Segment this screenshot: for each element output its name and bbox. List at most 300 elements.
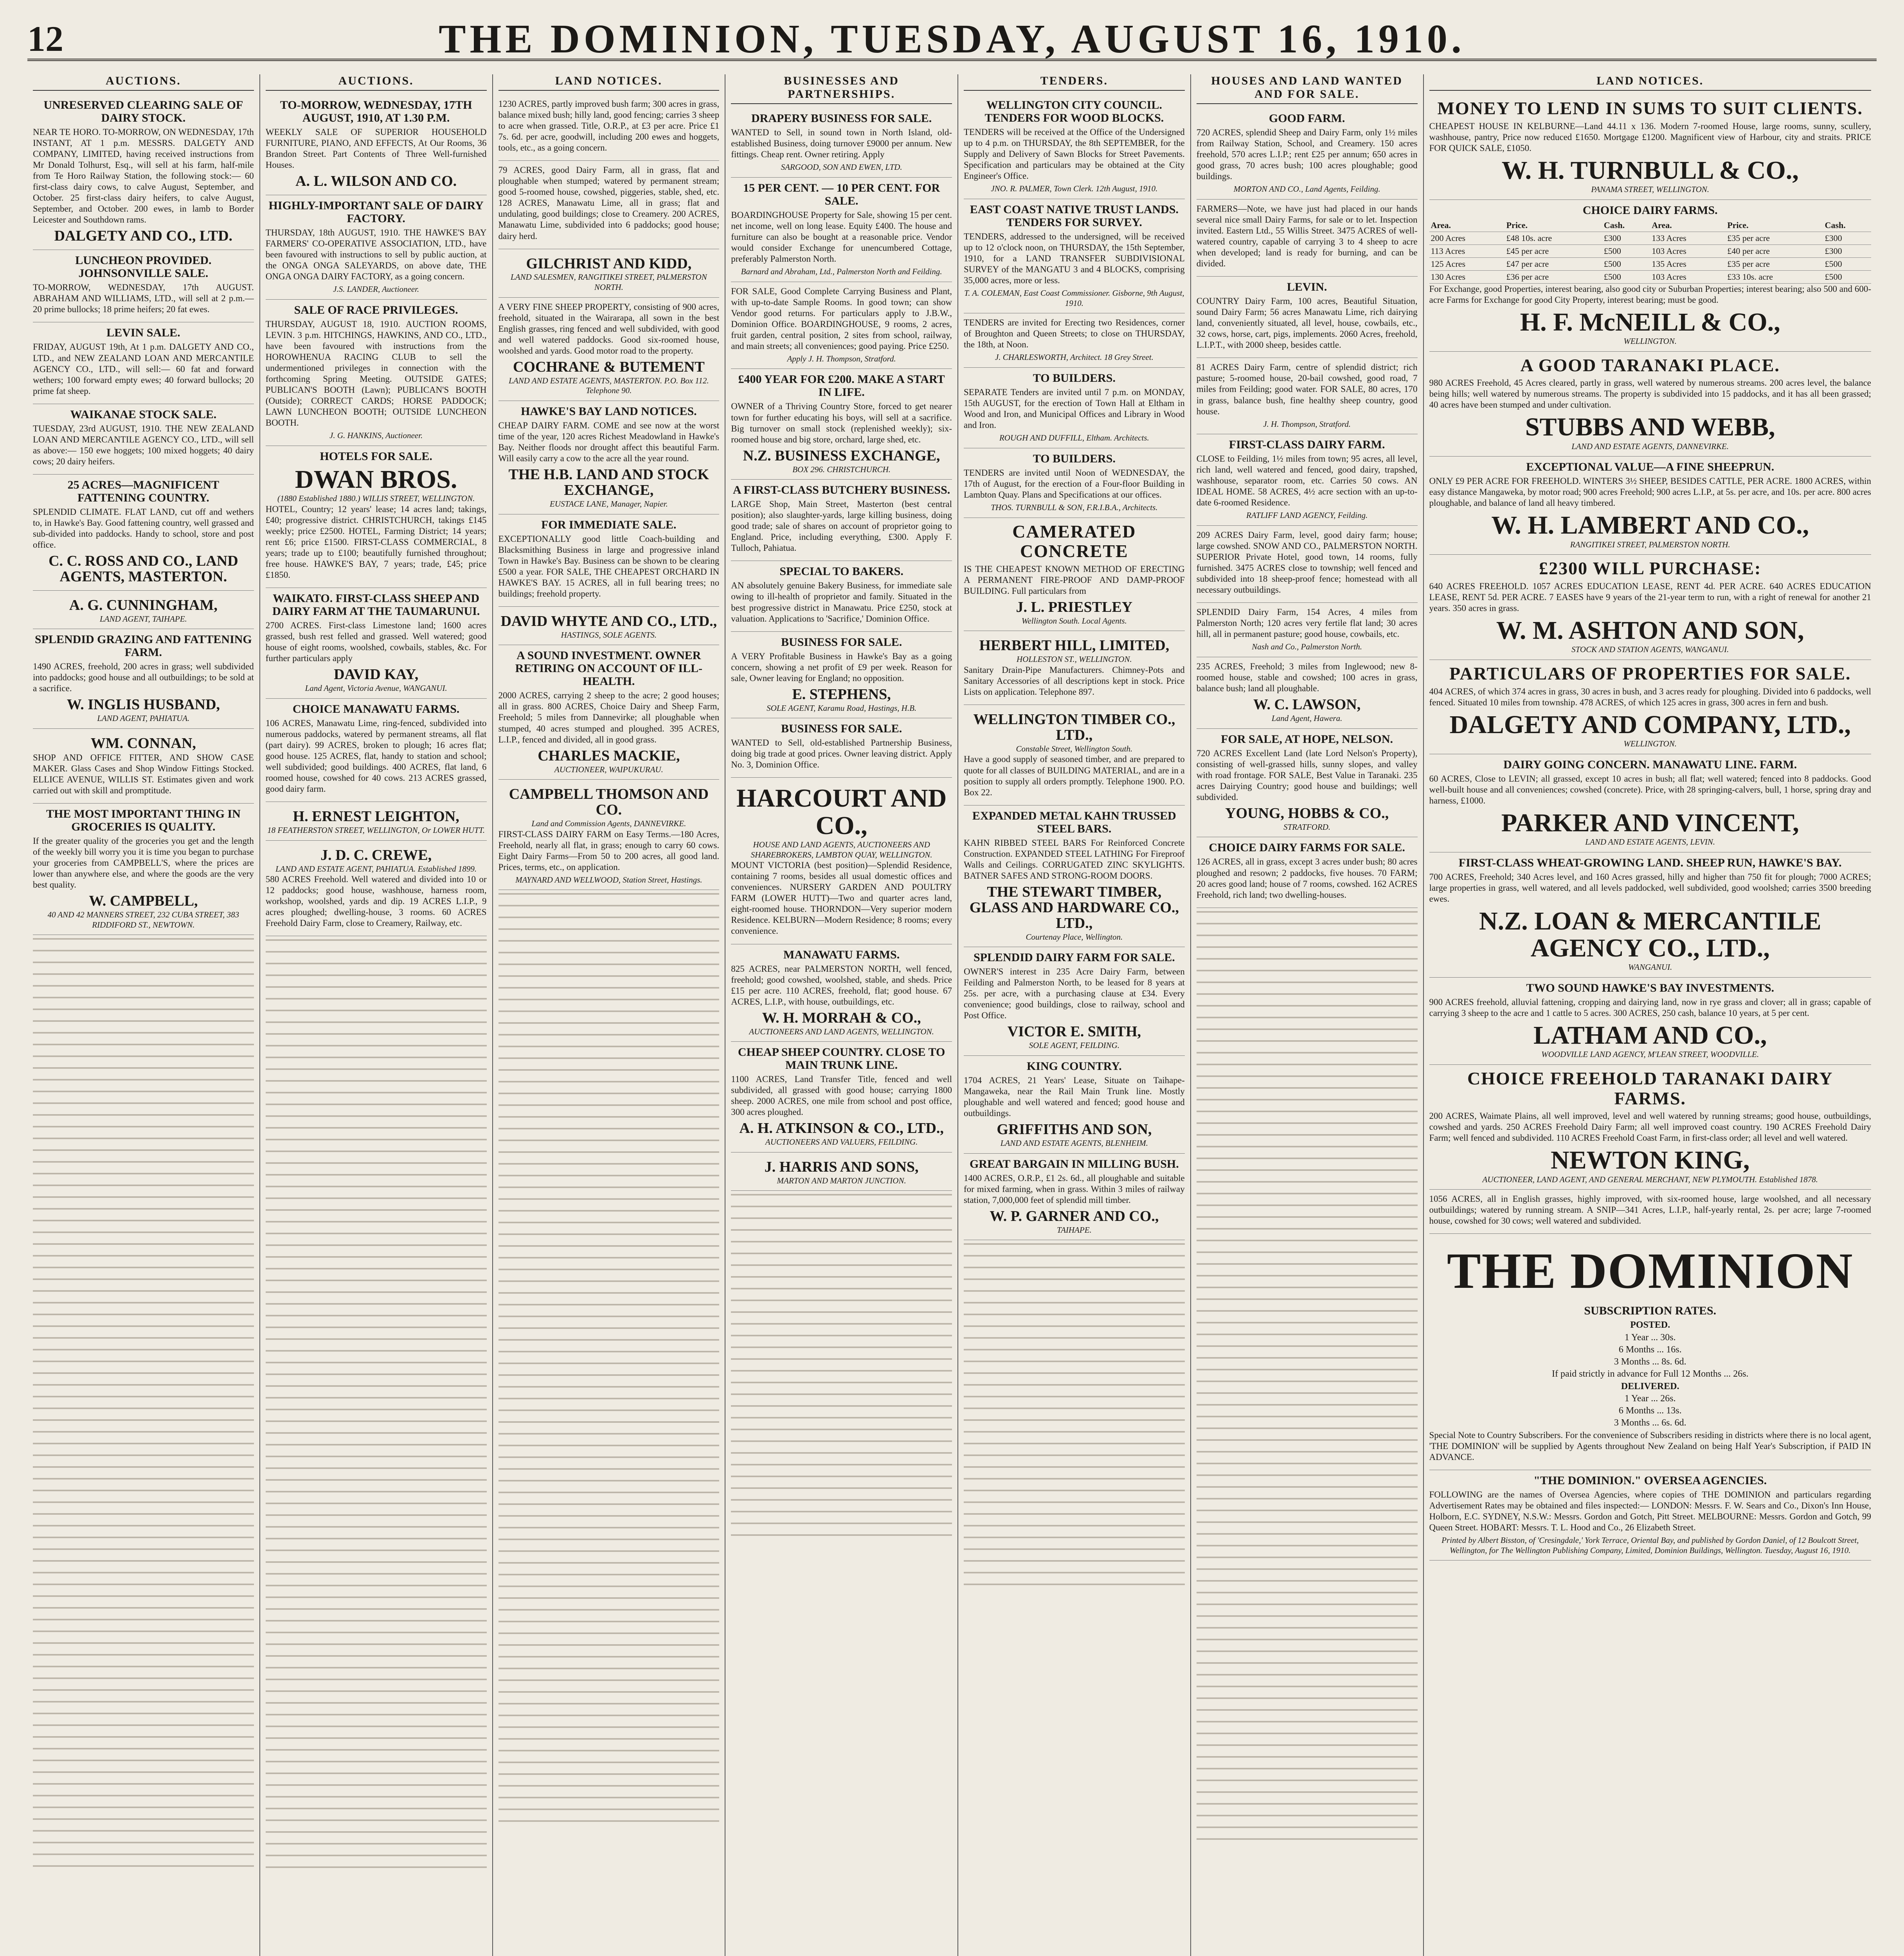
ad-body: TENDERS, addressed to the undersigned, will be received up to 12 o'clock noon, on THURSDAY, the 15th September, 1910, for a LAND TRANSFER SUBDIVISIONAL SURVEY of the MANGATU 3 and 4 BLOCKS, comprising 35,000 acres, more or less.	[964, 231, 1185, 286]
ad-title: CHEAP SHEEP COUNTRY. CLOSE TO MAIN TRUNK LINE.	[738, 1046, 945, 1072]
ad-cunningham	[33, 591, 254, 629]
ad-firm: CAMPBELL THOMSON AND CO.	[509, 786, 709, 818]
column-heading: AUCTIONS.	[33, 74, 254, 91]
ad-king-country	[964, 1056, 1185, 1154]
ad-firm: THE H.B. LAND AND STOCK EXCHANGE,	[508, 466, 709, 499]
ad-title: A FIRST-CLASS BUTCHERY BUSINESS.	[733, 484, 950, 497]
ad-firm: VICTOR E. SMITH,	[1007, 1023, 1141, 1040]
dense-text-block	[964, 1240, 1185, 1592]
ad-butchery	[731, 480, 952, 561]
ad-subline: Barnard and Abraham, Ltd., Palmerston North and Feilding.	[741, 266, 942, 276]
ad-subline: TAIHAPE.	[1056, 1225, 1092, 1235]
ad-latham	[1429, 978, 1872, 1065]
ad-title: TWO SOUND HAWKE'S BAY INVESTMENTS.	[1526, 981, 1774, 994]
ad-mcneill	[1429, 200, 1872, 352]
dense-text-block	[266, 936, 487, 1875]
table-row	[1429, 270, 1872, 283]
ad-subline: HOUSE AND LAND AGENTS, AUCTIONEERS AND SHAREBROKERS, LAMBTON QUAY, WELLINGTON.	[750, 840, 932, 859]
table-cell: £500	[1823, 270, 1871, 283]
ad-title: WELLINGTON CITY COUNCIL. TENDERS FOR WOOD BLOCKS.	[984, 99, 1164, 124]
ad-title: HIGHLY-IMPORTANT SALE OF DAIRY FACTORY.	[268, 199, 484, 225]
ad-body: TENDERS will be received at the Office of the Undersigned up to 4 p.m. on THURSDAY, the 8th SEPTEMBER, for the Supply and Delivery of Sawn Blocks for Street Pavements. Specification and particulars may be obtained at the City Engineer's Office.	[964, 127, 1185, 181]
ad-subline: AUCTIONEERS AND VALUERS, FEILDING.	[765, 1137, 918, 1147]
ad-hawkes-bay	[498, 401, 720, 514]
ad-good-farm	[1197, 108, 1418, 200]
ad-body: WANTED to Sell, old-established Partnership Business, doing big trade at good prices. Owner leaving district. Apply No. 3, Dominion Office.	[731, 738, 952, 770]
dense-text-block	[33, 935, 254, 1874]
ad-body: FOR SALE, Good Complete Carrying Business and Plant, with up-to-date Sample Rooms. In good town; can show Vendor good returns. For particulars apply to J.B.W., Dominion Office. BOARDINGHOUSE, 9 rooms, 2 acres, fruit garden, central position, 2 sites from school, railway, and main streets; all conveniences; good paying. Price £250.	[731, 286, 952, 351]
ad-title: CHOICE DAIRY FARMS.	[1582, 203, 1718, 217]
ad-palmerston-dairy	[1197, 603, 1418, 657]
ad-body: 1490 ACRES, freehold, 200 acres in grass; well subdivided into paddocks; good house and all outbuildings; to be sold at a sacrifice.	[33, 662, 254, 694]
dense-text-block	[498, 890, 720, 1829]
ad-subline: RANGITIKEI STREET, PALMERSTON NORTH.	[1570, 539, 1730, 549]
ad-subline: J. H. Thompson, Stratford.	[1263, 419, 1351, 429]
ad-subline: Land Agent, Hawera.	[1271, 714, 1343, 723]
ad-subline: BOX 296. CHRISTCHURCH.	[792, 464, 891, 474]
table-header-cell: Area.	[1650, 219, 1726, 232]
ad-parker-vincent	[1429, 754, 1872, 852]
ad-firm: HERBERT HILL, LIMITED,	[979, 637, 1170, 654]
column-land-notices-wide	[1424, 74, 1877, 1956]
ad-english-grasses	[1429, 1190, 1872, 1234]
table-cell: 135 Acres	[1650, 257, 1726, 270]
ad-title: £2300 WILL PURCHASE:	[1539, 558, 1762, 579]
ad-body: 79 ACRES, good Dairy Farm, all in grass, flat and ploughable when stumped; watered by permanent stream; good 5-roomed house, cowshed, piggeries, stable, shed, etc. 128 ACRES, Manawatu Lime, all in grass; flat and undulating, good buildings; close to Creamery. 200 ACRES, Manawatu Lime, subdivided into 6 paddocks; good house; dairy herd.	[498, 165, 720, 241]
ad-title: HOTELS FOR SALE.	[320, 450, 432, 463]
ad-campbell-thomson	[498, 780, 720, 890]
ad-body: WANTED to Sell, in sound town in North Island, old-established Business, doing turnover £9000 per annum. New fittings. Cheap rent. Owner retiring. Apply	[731, 128, 952, 160]
column-land-notices	[493, 74, 726, 1956]
ad-body: CHEAPEST HOUSE IN KELBURNE—Land 44.11 x 136. Modern 7-roomed House, large rooms, sunny, scullery, washhouse, pantry, Price now reduced £1650. Mortgage £1200. Magnificent view of Harbour, city and straits. PRICE FOR QUICK SALE, £1050.	[1429, 121, 1871, 153]
ad-firm: W. C. LAWSON,	[1253, 696, 1361, 713]
ad-firm: DALGETY AND COMPANY, LTD.,	[1449, 710, 1851, 739]
ad-body: SHOP AND OFFICE FITTER, AND SHOW CASE MAKER. Glass Cases and Shop Window Fittings Stocked. ELLICE AVENUE, WILLIS ST. Estimates given and work carried out with skill and promptitude.	[33, 752, 254, 796]
ad-title: EXPANDED METAL KAHN TRUSSED STEEL BARS.	[972, 809, 1176, 835]
ad-farmers-note	[1197, 200, 1418, 277]
ad-title: FIRST-CLASS WHEAT-GROWING LAND. SHEEP RUN, HAWKE'S BAY.	[1458, 856, 1842, 869]
ad-firm: A. H. ATKINSON & CO., LTD.,	[739, 1120, 944, 1137]
ad-title: SPLENDID GRAZING AND FATTENING FARM.	[34, 633, 252, 659]
ad-body: FARMERS—Note, we have just had placed in our hands several nice small Dairy Farms, for sale or to let. Inspection invited. Eastern Ltd., 55 Willis Street. 3475 ACRES of well-watered country, capable of carrying 3 to 4 sheep to acre when developed; land is ready for burning, and can be divided.	[1196, 203, 1418, 269]
ad-subline: LAND SALESMEN, RANGITIKEI STREET, PALMERSTON NORTH.	[511, 272, 707, 292]
page-number: 12	[27, 19, 63, 59]
table-header-cell: Cash.	[1602, 219, 1650, 232]
ad-title: LUNCHEON PROVIDED. JOHNSONVILLE SALE.	[75, 254, 212, 280]
table-cell: £48 10s. acre	[1505, 232, 1602, 244]
ad-body: THURSDAY, 18th AUGUST, 1910. THE HAWKE'S BAY FARMERS' CO-OPERATIVE ASSOCIATION, LTD., have been favoured with instructions to sell by public auction, at the ONGA ONGA SALEYARDS, on above date, THE ONGA ONGA DAIRY FACTORY, as a going concern.	[265, 228, 487, 282]
delivered-heading: DELIVERED.	[1621, 1381, 1679, 1391]
ad-body: THURSDAY, AUGUST 18, 1910. AUCTION ROOMS, LEVIN. 3 p.m. HITCHINGS, HAWKINS, AND CO., LTD., have been favoured with instructions from the HOROWHENUA RACING CLUB to sell the undermentioned privileges in connection with the forthcoming Spring Meeting. OUTSIDE GATES; PUBLICAN'S BOOTH (Lawn); PUBLICAN'S BOOTH (Outside); CORRECT CARDS; HORSE PADDOCK; LAWN LUNCHEON BOOTH; OUTSIDE LUNCHEON BOOTH.	[265, 319, 487, 428]
ad-subline: LAND AGENT, TAIHAPE.	[99, 614, 187, 624]
ad-body: 580 ACRES Freehold. Well watered and divided into 10 or 12 paddocks; good house, washhouse, harness room, workshop, woolshed, yards and dip. 19 ACRES L.I.P., 9 acres ploughed; dwelling-house, 3 rooms. 60 ACRES Freehold Dairy Farm, close to Creamery, Railway, etc.	[265, 874, 487, 928]
printer-imprint: Printed by Albert Bisston, of 'Cresingdale,' York Terrace, Oriental Bay, and published by Gordon Daniel, of 12 Boulcott Street, Wellington, for The Wellington Publishing Company, Limited, Dominion Buildings, Wellington. Tuesday, August 16, 1910.	[1441, 1535, 1859, 1555]
ad-firm: A. G. CUNNINGHAM,	[69, 597, 218, 613]
ad-subline: LAND AND ESTATE AGENTS, BLENHEIM.	[1000, 1138, 1148, 1148]
column-heading: TENDERS.	[964, 74, 1185, 91]
ad-body: MOUNT VICTORIA (best position)—Splendid Residence, containing 7 rooms, besides all usual domestic offices and conveniences. NURSERY GARDEN AND POULTRY FARM (LOWER HUTT)—Two and quarter acres land, eight-roomed house. THORNDON—Very superior modern Residence. KELBURN—Modern Residence; 8 rooms; every convenience.	[731, 860, 952, 936]
ad-first-class-dairy	[1197, 434, 1418, 526]
table-cell: £500	[1602, 270, 1650, 283]
ad-body: NEAR TE HORO. TO-MORROW, ON WEDNESDAY, 17th INSTANT, AT 1 p.m. MESSRS. DALGETY AND COMPANY, LIMITED, having received instructions from Mr Donald Tolhurst, Esq., will sell at his farm, half-mile from Te Horo Railway Station, the following stock:— 60 first-class dairy cows, to calve August, September, and October. 25 first-class dairy heifers, to calve August, September, and October. 200 ewes, in lamb to Border Leicester and Southdown rams.	[33, 127, 254, 225]
ad-body: FRIDAY, AUGUST 19th, At 1 p.m. DALGETY AND CO., LTD., and NEW ZEALAND LOAN AND MERCANTILE AGENCY CO., LTD., will sell:— 60 fat and forward wethers; 100 forward empty ewes; 40 forward bullocks; 20 prime fat sheep.	[33, 342, 254, 396]
column-heading: LAND NOTICES.	[498, 74, 720, 91]
dairy-farms-table	[1429, 219, 1872, 284]
ad-harris	[731, 1152, 952, 1191]
ad-subline: AUCTIONEER, WAIPUKURAU.	[554, 764, 663, 774]
ad-taranaki-place	[1429, 352, 1872, 457]
ad-cheap-sheep-country	[731, 1042, 952, 1152]
ad-subline: LAND AND ESTATE AGENTS, MASTERTON. P.O. Box 112. Telephone 90.	[509, 376, 709, 396]
ad-title: HAWKE'S BAY LAND NOTICES.	[521, 405, 697, 418]
table-header-cell: Area.	[1429, 219, 1505, 232]
ad-firm: NEWTON KING,	[1550, 1146, 1750, 1175]
ad-body: HOTEL, Country; 12 years' lease; 14 acres land; takings, £40; progressive district. CHRISTCHURCH, takings £145 weekly; price £2500. HOTEL, Farming District; 14 years; rent £6; price £1500. FIRST-CLASS COMMERCIAL, 8 years; trade up to £100; beautifully furnished throughout; free house. HAWKE'S BAY, 7 years; trade, £45; price £1850.	[265, 504, 487, 580]
ad-sheep-property	[498, 298, 720, 401]
ad-subline: ROUGH AND DUFFILL, Eltham. Architects.	[999, 433, 1149, 443]
ad-title: PARTICULARS OF PROPERTIES FOR SALE.	[1449, 663, 1851, 683]
ad-body: TUESDAY, 23rd AUGUST, 1910. THE NEW ZEALAND LOAN AND MERCANTILE AGENCY CO., LTD., will sell as above:— 150 ewe hoggets; 100 mixed hoggets; 40 dairy cows; 20 dairy heifers.	[33, 423, 254, 466]
ad-firm: CHARLES MACKIE,	[538, 747, 680, 764]
ad-subline: 18 FEATHERSTON STREET, WELLINGTON, Or LOWER HUTT.	[267, 825, 485, 835]
ad-concrete	[964, 518, 1185, 631]
ad-campbell-groceries	[33, 804, 254, 935]
ad-subline: STOCK AND STATION AGENTS, WANGANUI.	[1571, 645, 1729, 654]
delivered-rates	[1429, 1381, 1872, 1429]
column-businesses	[725, 74, 958, 1956]
ad-subline: JNO. R. PALMER, Town Clerk. 12th August, 1910.	[991, 184, 1158, 194]
ad-title: FOR IMMEDIATE SALE.	[541, 518, 677, 531]
ad-title: DRAPERY BUSINESS FOR SALE.	[751, 112, 932, 125]
ad-bakers	[731, 561, 952, 631]
ad-body: TENDERS are invited for Erecting two Residences, corner of Broughton and Queen Streets; to close on THURSDAY, the 18th, at Noon.	[964, 318, 1185, 350]
ad-body: 2700 ACRES. First-class Limestone land; 1600 acres grassed, bush rest felled and grassed. Well watered; good house of eight rooms, woolshed, cowbails, stables, &c. For further particulars apply	[265, 620, 487, 663]
ad-firm: H. ERNEST LEIGHTON,	[293, 808, 459, 825]
table-header-cell: Price.	[1505, 219, 1602, 232]
ad-firm: PARKER AND VINCENT,	[1501, 808, 1799, 837]
ad-title: CHOICE DAIRY FARMS FOR SALE.	[1209, 841, 1405, 854]
ad-firm: YOUNG, HOBBS & CO.,	[1225, 805, 1389, 822]
table-cell: 130 Acres	[1429, 270, 1505, 283]
ad-firm: H. F. McNEILL & CO.,	[1520, 307, 1780, 336]
rate-line: 3 Months ... 6s. 6d.	[1614, 1418, 1686, 1428]
ad-body: 126 ACRES, all in grass, except 3 acres under bush; 80 acres ploughed and resown; 2 paddocks, five houses. 70 FARM; 20 acres good land; house of 7 rooms, cowshed. 162 ACRES Freehold, rich land; two dwelling-houses.	[1196, 857, 1418, 900]
ad-body: A VERY Profitable Business in Hawke's Bay as a going concern, showing a net profit of £9 per week. Reason for sale, Owner leaving for England; no opposition.	[731, 651, 952, 683]
rate-line: 1 Year ... 30s.	[1624, 1332, 1676, 1343]
ad-body: OWNER'S interest in 235 Acre Dairy Farm, between Feilding and Palmerston North, to be leased for 8 years at 25s. per acre, with a purchasing clause at £34. Every convenience; good buildings, close to railway, school and Post Office.	[964, 967, 1185, 1021]
ad-title: BUSINESS FOR SALE.	[781, 635, 902, 649]
subscription-note: Special Note to Country Subscribers. For the convenience of Subscribers residing in districts where there is no local agent, 'THE DOMINION' will be supplied by Agents throughout New Zealand on being Half Year's Subscription, if PAID IN ADVANCE.	[1429, 1430, 1871, 1462]
ad-title: SPLENDID DAIRY FARM FOR SALE.	[973, 951, 1175, 964]
ad-title: TO BUILDERS.	[1033, 452, 1116, 465]
table-cell: £35 per acre	[1726, 257, 1823, 270]
ad-body: FIRST-CLASS DAIRY FARM on Easy Terms.—180 Acres, Freehold, nearly all flat, in grass; enough to carry 60 cows. Eight Dairy Farms—From 50 to 200 acres, all good land. Prices, terms, etc., on application.	[498, 829, 720, 872]
ad-leighton	[266, 802, 487, 841]
ad-subline: LAND AND ESTATE AGENTS, LEVIN.	[1585, 837, 1715, 847]
column-auctions-1	[27, 74, 260, 1956]
ad-body: SPLENDID Dairy Farm, 154 Acres, 4 miles from Palmerston North; 120 acres very fertile flat land; 30 acres hill, all in permanent pasture; good house, cowbails, etc.	[1196, 607, 1418, 639]
ad-body: 200 ACRES, Waimate Plains, all well improved, level and well watered by running streams; good house, outbuildings, cowshed and yards. 250 ACRES Freehold Dairy Farm; all well improved coast country. 190 ACRES Freehold Dairy Farm; well fenced and subdivided. 110 ACRES Freehold Coast Farm, in first-class order; all level and well watered.	[1429, 1111, 1871, 1143]
table-header-cell: Price.	[1726, 219, 1823, 232]
ad-title: WAIKANAE STOCK SALE.	[70, 408, 217, 421]
ad-body: BOARDINGHOUSE Property for Sale, showing 15 per cent. net income, well on long lease. Equity £400. The house and furniture can also be bought at a reasonable price. Vendor would consider Exchange for unencumbered Cottage, preferably Palmerston North.	[731, 210, 952, 264]
table-cell: £500	[1602, 244, 1650, 257]
ad-body: 81 ACRES Dairy Farm, centre of splendid district; rich pasture; 5-roomed house, 20-bail cowshed, good road, 7 miles from Feilding; good water. FOR SALE, 80 acres, 170 in grass, balance bush, fine healthy sheep country, good house.	[1196, 362, 1418, 416]
ad-firm: THE STEWART TIMBER, GLASS AND HARDWARE CO., LTD.,	[969, 883, 1179, 931]
ad-firm: GRIFFITHS AND SON,	[997, 1121, 1152, 1138]
ad-sound-investment	[498, 645, 720, 780]
ad-body: TO-MORROW, WEDNESDAY, 17th AUGUST. ABRAHAM AND WILLIAMS, LTD., will sell at 2 p.m.— 20 prime bullocks; 18 prime heifers; 20 fat ewes.	[33, 282, 254, 315]
dominion-logo-title: THE DOMINION	[1447, 1243, 1854, 1300]
ad-firm: N.Z. LOAN & MERCANTILE AGENCY CO., LTD.,	[1479, 906, 1821, 963]
ad-subline: J. G. HANKINS, Auctioneer.	[329, 431, 423, 440]
ad-title: MONEY TO LEND IN SUMS TO SUIT CLIENTS.	[1437, 98, 1863, 118]
column-houses-land	[1191, 74, 1424, 1956]
ad-title: 25 ACRES—MAGNIFICENT FATTENING COUNTRY.	[67, 478, 220, 504]
ad-dairy-farms	[498, 161, 720, 249]
ad-whyte	[498, 607, 720, 645]
ad-body: For Exchange, good Properties, interest bearing, also good city or Suburban Properties; interest bearing; also 500 and 600-acre Farms for Exchange for good City Property, interest bearing; must be good.	[1429, 284, 1871, 305]
table-cell: £500	[1823, 257, 1871, 270]
ad-firm: W. H. TURNBULL & CO.,	[1501, 156, 1799, 185]
ad-title: SUBSCRIPTION RATES.	[1584, 1304, 1717, 1318]
dense-text-block	[1197, 908, 1418, 1847]
rate-line: 3 Months ... 8s. 6d.	[1614, 1357, 1686, 1367]
ad-firm: DAVID KAY,	[334, 666, 419, 683]
table-cell: £45 per acre	[1505, 244, 1602, 257]
ad-body: 235 ACRES, Freehold; 3 miles from Inglewood; new 8-roomed house, stable and cowshed; 100 acres in grass, balance bush; land all ploughable.	[1196, 662, 1418, 694]
ad-body: 980 ACRES Freehold, 45 Acres cleared, partly in grass, well watered by numerous streams. 200 acres level, the balance being hills; well watered by numerous streams. The property is subdivided into 15 paddocks, and it has all been grassed; 40 acres have been stumped and under cultivation.	[1429, 378, 1871, 410]
ad-body: KAHN RIBBED STEEL BARS For Reinforced Concrete Construction. EXPANDED STEEL LATHING For Fireproof Walls and Ceilings. CORRUGATED ZINC SKYLIGHTS. BATNER SAFES AND STRONG-ROOM DOORS.	[964, 838, 1185, 881]
ad-body: If the greater quality of the groceries you get and the length of the weekly bill worry you it is time you began to purchase your groceries from CAMPBELL'S, where the prices are lower than anywhere else, and where the goods are the very best quality.	[33, 836, 254, 890]
table-cell: £40 per acre	[1726, 244, 1823, 257]
ad-title: KING COUNTRY.	[1026, 1059, 1122, 1073]
ad-body: OWNER of a Thriving Country Store, forced to get nearer town for further educating his boys, will sell at a sacrifice. Big turnover on small stock (replenished weekly); six-roomed house and big store, orchard, large shed, etc.	[731, 401, 952, 444]
ad-body: WEEKLY SALE OF SUPERIOR HOUSEHOLD FURNITURE, PIANO, AND EFFECTS, At Our Rooms, 36 Brandon Street. Part Contents of Three Well-furnished Houses.	[265, 127, 487, 170]
ad-firm: WM. CONNAN,	[90, 735, 196, 751]
ad-title: EAST COAST NATIVE TRUST LANDS. TENDERS FOR SURVEY.	[970, 203, 1179, 229]
ad-body: FOLLOWING are the names of Oversea Agencies, where copies of THE DOMINION and particulars regarding Advertisement Rates may be obtained and files inspected:— LONDON: Messrs. F. W. Sears and Co., Dixon's Inn House, Holborn, E.C. SYDNEY, N.S.W.: Messrs. Gordon and Gotch, Pitt Street. MELBOURNE: Messrs. Gordon and Gotch, 99 Queen Street. HOBART: Messrs. T. L. Hood and Co., 26 Elizabeth Street.	[1429, 1489, 1871, 1532]
ad-subline: SOLE AGENT, FEILDING.	[1029, 1041, 1120, 1050]
ad-title: LEVIN.	[1287, 280, 1327, 294]
ad-title: TO-MORROW, WEDNESDAY, 17TH AUGUST, 1910, AT 1.30 P.M.	[280, 99, 472, 124]
ad-title: £400 YEAR FOR £200. MAKE A START IN LIFE.	[738, 373, 945, 399]
ad-feilding-dairy	[1197, 358, 1418, 434]
ad-title: DAIRY GOING CONCERN. MANAWATU LINE. FARM.	[1503, 758, 1797, 771]
table-cell: £500	[1602, 257, 1650, 270]
ad-sheeprun	[1429, 457, 1872, 555]
ad-nz-loan	[1429, 852, 1872, 978]
ad-firm: HARCOURT AND CO.,	[736, 784, 947, 840]
ad-firm: W. CAMPBELL,	[89, 893, 198, 910]
ad-dalgety-properties	[1429, 660, 1872, 754]
ad-body: CHEAP DAIRY FARM. COME and see now at the worst time of the year, 120 acres Richest Meadowland in Hawke's Bay. Neither floods nor drought affect this beautiful Farm. Will easily carry a cow to the acre all the year round.	[498, 421, 720, 464]
ad-herbert-hill	[964, 631, 1185, 705]
ad-title: SPECIAL TO BAKERS.	[779, 565, 903, 578]
ad-body: 1400 ACRES, O.R.P., £1 2s. 6d., all ploughable and suitable for mixed farming, when in grass. Within 3 miles of railway station, 7,000,000 feet of splendid mill timber.	[964, 1173, 1185, 1205]
ad-subline: Constable Street, Wellington South.	[1016, 744, 1133, 753]
table-cell: 113 Acres	[1429, 244, 1505, 257]
ad-body: EXCEPTIONALLY good little Coach-building and Blacksmithing Business in large and progressive inland Town in Hawke's Bay. Business can be shown to be clearing £500 a year. FOR SALE, THE CHEAPEST ORCHARD IN HAWKE'S BAY. 15 ACRES, all in full bearing trees; no buildings; freehold property.	[498, 534, 720, 599]
rate-line: 6 Months ... 13s.	[1618, 1406, 1682, 1416]
ad-bush-farm	[498, 95, 720, 161]
ad-title: CHOICE MANAWATU FARMS.	[292, 702, 460, 716]
table-cell: 133 Acres	[1650, 232, 1726, 244]
ad-body: SPLENDID CLIMATE. FLAT LAND, cut off and wethers to, in Hawke's Bay. Good fattening country, well grassed and sub-divided into paddocks. Handy to school, store and post office.	[33, 507, 254, 550]
ad-furniture-sale	[266, 95, 487, 195]
table-row	[1429, 244, 1872, 257]
ad-ashton	[1429, 555, 1872, 660]
ad-lawson	[1197, 657, 1418, 729]
ad-timber-co	[964, 705, 1185, 805]
ad-title: TO BUILDERS.	[1033, 372, 1116, 385]
ad-title: MANAWATU FARMS.	[783, 948, 900, 961]
ad-title: LEVIN SALE.	[106, 326, 180, 340]
ad-body: 825 ACRES, near PALMERSTON NORTH, well fenced, freehold; good cowshed, woolshed, stable, and sheds. Price £15 per acre. 110 ACRES, freehold, flat; good house. 67 ACRES, L.I.P., with house, outbuildings, etc.	[731, 964, 952, 1007]
ad-oversea-agencies	[1429, 1470, 1872, 1560]
table-cell: £35 per acre	[1726, 232, 1823, 244]
ad-firm: DALGETY AND CO., LTD.	[54, 228, 233, 244]
ad-subline: Apply J. H. Thompson, Stratford.	[787, 354, 896, 363]
ad-partnership	[731, 718, 952, 778]
ad-title: 15 PER CENT. — 10 PER CENT. FOR SALE.	[743, 181, 940, 207]
page-columns	[27, 74, 1877, 1956]
ad-body: 1230 ACRES, partly improved bush farm; 300 acres in grass, balance mixed bush; hilly land, good fencing; carries 3 sheep to acre when grassed. Title, O.R.P., at £3 per acre. Price £1 7s. 6d. per acre, goodwill, including 200 ewes and hoggets, tools, etc., as a going concern.	[498, 99, 720, 153]
posted-rates	[1429, 1320, 1872, 1380]
table-row	[1429, 232, 1872, 244]
table-row	[1429, 257, 1872, 270]
ad-subline: MORTON AND CO., Land Agents, Feilding.	[1233, 184, 1380, 194]
ad-subline: SARGOOD, SON AND EWEN, LTD.	[781, 162, 902, 172]
table-cell: £300	[1823, 232, 1871, 244]
ad-firm: WELLINGTON TIMBER CO., LTD.,	[973, 711, 1175, 743]
column-heading: BUSINESSES AND PARTNERSHIPS.	[731, 74, 952, 104]
ad-firm: A. L. WILSON AND CO.	[295, 173, 457, 190]
ad-body: 106 ACRES, Manawatu Lime, ring-fenced, subdivided into numerous paddocks, watered by permanent streams, all flat (part dairy). 99 ACRES, broken to plough; 16 acres flat; good house. 125 ACRES, flat, handy to station and school; well subdivided; good buildings. 400 ACRES, flat land, 6 roomed house, cowshed for 40 cows. 213 ACRES grassed, good dairy farm.	[265, 718, 487, 794]
ad-firm: C. C. ROSS AND CO., LAND AGENTS, MASTERTON.	[49, 553, 238, 585]
ad-firm: J. D. C. CREWE,	[320, 847, 432, 863]
ad-milling-bush	[964, 1154, 1185, 1240]
ad-subline: Wellington South. Local Agents.	[1021, 616, 1127, 626]
table-header-cell: Cash.	[1823, 219, 1871, 232]
ad-dairy-factory	[266, 195, 487, 300]
ad-title: GOOD FARM.	[1269, 112, 1345, 125]
column-heading: AUCTIONS.	[266, 74, 487, 91]
ad-grazing-farm	[33, 629, 254, 729]
ad-gilchrist-kidd	[498, 249, 720, 298]
ad-drapery	[731, 108, 952, 178]
ad-closing-line: MAYNARD AND WELLWOOD, Station Street, Hastings.	[515, 875, 702, 885]
table-cell: £300	[1602, 232, 1650, 244]
ad-subline: Land and Commission Agents, DANNEVIRKE.	[531, 818, 686, 828]
ad-subline: T. A. COLEMAN, East Coast Commissioner. Gisborne, 9th August, 1910.	[964, 288, 1184, 308]
table-cell: £300	[1823, 244, 1871, 257]
ad-title: EXCEPTIONAL VALUE—A FINE SHEEPRUN.	[1526, 460, 1774, 474]
ad-subline: STRATFORD.	[1283, 822, 1331, 832]
rate-line: 1 Year ... 26s.	[1624, 1393, 1676, 1404]
ad-title: FIRST-CLASS DAIRY FARM.	[1229, 438, 1385, 451]
ad-business-sale	[731, 632, 952, 719]
ad-firm: W. INGLIS HUSBAND,	[67, 696, 220, 713]
ad-body: AN absolutely genuine Bakery Business, for immediate sale owing to ill-health of proprietor and family. Situated in the best progressive district in Manawatu. Price £250, stock at valuation. Applications to 'Sacrifice,' Dominion Office.	[731, 581, 952, 624]
rate-line: If paid strictly in advance for Full 12 Months ... 26s.	[1551, 1369, 1749, 1379]
ad-fattening-country	[33, 475, 254, 591]
ad-firm: DWAN BROS.	[295, 465, 457, 494]
ad-body: 640 ACRES FREEHOLD. 1057 ACRES EDUCATION LEASE, RENT 4d. PER ACRE. 640 ACRES EDUCATION LEASE, RENT 5d. PER ACRE. 7 EASES have 9 years of the 21-year term to run, with a right of renewal for another 21 years. 350 acres in grass.	[1429, 581, 1871, 613]
ad-subline: MARTON AND MARTON JUNCTION.	[777, 1176, 906, 1185]
ad-firm: W. H. MORRAH & CO.,	[762, 1009, 921, 1026]
ad-subline: WOODVILLE LAND AGENCY, M'LEAN STREET, WOODVILLE.	[1541, 1050, 1759, 1059]
ad-firm: W. P. GARNER AND CO.,	[990, 1208, 1159, 1224]
ad-body: IS THE CHEAPEST KNOWN METHOD OF ERECTING A PERMANENT FIRE-PROOF AND DAMP-PROOF BUILDING. Full particulars from	[964, 564, 1185, 596]
ad-body: ONLY £9 PER ACRE FOR FREEHOLD. WINTERS 3½ SHEEP, BESIDES CATTLE, PER ACRE. 1800 ACRES, within easy distance Mangaweka, by motor road; 900 acres Freehold; 900 acres L.I.P., at 5s. per acre, and 10s. per acre. 800 acres ploughable, and balance of land all heavy timbered.	[1429, 476, 1871, 508]
ad-subline: Land Agent, Victoria Avenue, WANGANUI.	[305, 683, 447, 693]
ad-title: "THE DOMINION." OVERSEA AGENCIES.	[1533, 1474, 1767, 1487]
ad-private-hotel	[1197, 526, 1418, 603]
ad-firm: STUBBS AND WEBB,	[1525, 413, 1775, 442]
ad-subline: HOLLESTON ST., WELLINGTON.	[1017, 654, 1132, 664]
ad-splendid-dairy	[964, 947, 1185, 1056]
ad-country-store	[731, 369, 952, 480]
column-auctions-2	[260, 74, 493, 1956]
ad-title: WAIKATO. FIRST-CLASS SHEEP AND DAIRY FARM AT THE TAUMARUNUI.	[272, 592, 480, 618]
ad-manawatu-farms-2	[731, 944, 952, 1042]
ad-subline: J. CHARLESWORTH, Architect. 18 Grey Street.	[995, 352, 1154, 362]
ad-carrying-business	[731, 282, 952, 369]
ad-body: 700 ACRES, Freehold; 340 Acres level, and 160 Acres grassed, hilly and higher than 750 fit for plough; 7000 ACRES; large properties in grass, well watered, and all levels paddocked, well subdivided, good woolshed; carries 3500 breeding ewes.	[1429, 872, 1871, 904]
ad-body: 720 ACRES Excellent Land (late Lord Nelson's Property), consisting of well-grassed hills, sunny slopes, and valley with road frontage. FOR SALE, Best Value in Taranaki. 235 acres Dairying Country; good house and buildings; well subdivided.	[1196, 748, 1418, 802]
ad-subscription-rates	[1429, 1234, 1872, 1470]
ad-body: 1056 ACRES, all in English grasses, highly improved, with six-roomed house, large woolshed, and all necessary outbuildings; watered by running stream. A SNIP—341 Acres, L.I.P., half-yearly rental, 2s. per acre; large 7-roomed house, cowshed for 30 cows; well watered and subdivided.	[1429, 1194, 1871, 1226]
column-tenders	[958, 74, 1191, 1956]
ad-residences-tenders	[964, 313, 1185, 368]
ad-subline: RATLIFF LAND AGENCY, Feilding.	[1246, 511, 1368, 520]
ad-city-council	[964, 95, 1185, 199]
ad-title: UNRESERVED CLEARING SALE OF DAIRY STOCK.	[43, 99, 243, 124]
ad-hope-nelson	[1197, 729, 1418, 838]
ad-body: 900 ACRES freehold, alluvial fattening, cropping and dairying land, now in rye grass and clover; all in grass; capable of carrying 3 sheep to the acre and 1 cattle to 5 acres. 300 ACRES, 250 cash, balance 10 years, at 5 per cent.	[1429, 997, 1871, 1018]
ad-firm: J. L. PRIESTLEY	[1016, 599, 1133, 615]
ad-subline: SOLE AGENT, Karamu Road, Hastings, H.B.	[767, 703, 917, 713]
ad-levin-sale	[33, 322, 254, 404]
ad-body: 1704 ACRES, 21 Years' Lease, Situate on Taihape-Mangaweka, near the Rail Main Trunk line. Mostly ploughable and well watered and fenced; good house and outbuildings.	[964, 1075, 1185, 1118]
ad-clearing-sale	[33, 95, 254, 250]
ad-survey-tenders	[964, 199, 1185, 313]
ad-body: SEPARATE Tenders are invited until 7 p.m. on MONDAY, 15th AUGUST, for the erection of Town Hall at Eltham in Wood and Iron, and Municipal Offices and Library in Wood and Iron.	[964, 387, 1185, 430]
ad-choice-dairy	[1197, 837, 1418, 908]
ad-title: THE MOST IMPORTANT THING IN GROCERIES IS QUALITY.	[46, 807, 241, 834]
ad-subline: AUCTIONEER, LAND AGENT, AND GENERAL MERCHANT, NEW PLYMOUTH. Established 1878.	[1482, 1174, 1818, 1184]
ad-firm: W. M. ASHTON AND SON,	[1496, 616, 1804, 645]
ad-levin-farms	[1197, 277, 1418, 358]
ad-subline: LAND AND ESTATE AGENT, PAHIATUA. Established 1899.	[275, 864, 477, 874]
ad-body: 209 ACRES Dairy Farm, level, good dairy farm; house; large cowshed. SNOW AND CO., PALMERSTON NORTH. SUPERIOR Private Hotel, good town, 14 rooms, fully furnished. 3475 ACRES close to township; well fenced and subdivided into 18 sheep-proof fence; homestead with all necessary outbuildings.	[1196, 530, 1418, 595]
ad-body: CLOSE to Feilding, 1½ miles from town; 95 acres, all level, rich land, well watered and fenced, good dairy, trapshed, washhouse, separator room, etc. Carries 50 cows. AN IDEAL HOME. 58 ACRES, 4½ acre section with an up-to-date 6-roomed Residence.	[1196, 454, 1418, 508]
ad-title: CAMERATED CONCRETE	[1012, 521, 1136, 561]
ad-subline: Nash and Co., Palmerston North.	[1252, 642, 1362, 652]
posted-heading: POSTED.	[1630, 1320, 1670, 1330]
ad-body: LARGE Shop, Main Street, Masterton (best central position); also slaughter-yards, large killing business, doing good trade; sale of shares on account of proprietor going to England. Price, including everything, £300. Apply F. Tulloch, Pahiatua.	[731, 499, 952, 553]
table-cell: £36 per acre	[1505, 270, 1602, 283]
ad-subline: LAND AGENT, PAHIATUA.	[97, 714, 190, 723]
ad-firm: J. HARRIS AND SONS,	[764, 1158, 919, 1175]
ad-firm: GILCHRIST AND KIDD,	[526, 255, 692, 272]
ad-title: GREAT BARGAIN IN MILLING BUSH.	[969, 1157, 1179, 1170]
ad-firm: COCHRANE & BUTEMENT	[513, 358, 705, 375]
ad-subline: 40 AND 42 MANNERS STREET, 232 CUBA STREET, 383 RIDDIFORD ST., NEWTOWN.	[47, 910, 239, 929]
ad-waikato-farm	[266, 588, 487, 699]
ad-title: BUSINESS FOR SALE.	[781, 722, 902, 735]
